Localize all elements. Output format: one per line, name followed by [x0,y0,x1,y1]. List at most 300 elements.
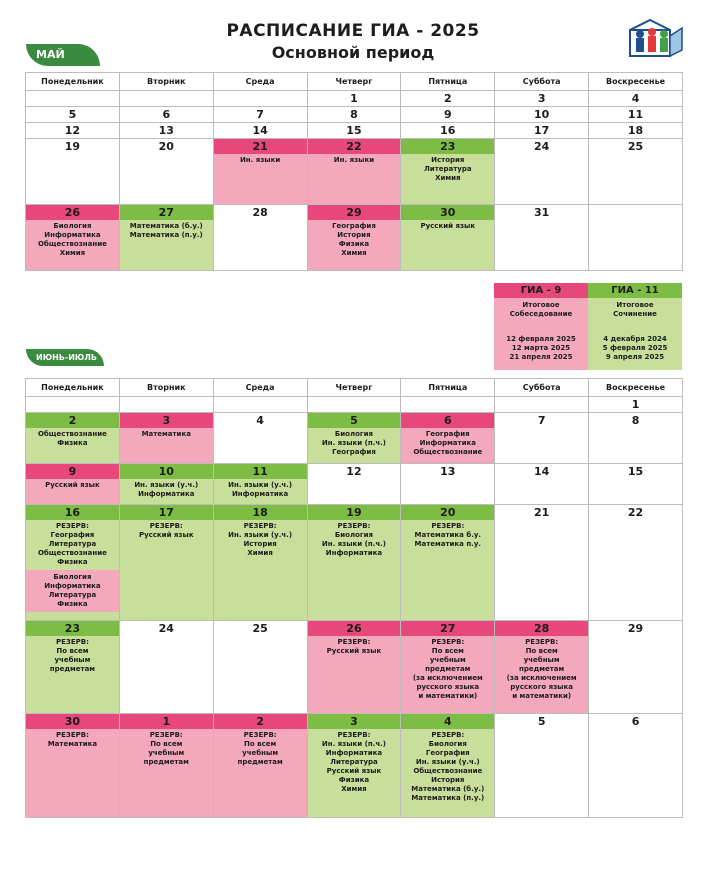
exam-subjects [401,154,494,183]
subject-line: Обществознание [37,430,107,438]
exam-subjects [308,220,401,258]
day-number [401,397,494,412]
subject-line: Математика [47,740,98,748]
gia-dates [588,335,682,362]
subject-line: и математики) [512,692,572,700]
day-number: 19 [308,505,401,520]
subject-line: Русский язык [326,647,382,655]
day-number: 1 [631,398,640,411]
day-cell [119,714,213,818]
subject-line: предметам [519,665,565,673]
subject-line: Математика [141,430,191,438]
subject-line: РЕЗЕРВ: [525,638,559,646]
subject-line: РЕЗЕРВ: [55,522,89,530]
exam-subjects [120,428,213,439]
gia-exam-name: Сочинение [613,310,657,318]
may-calendar [25,72,683,271]
subject-line: Ин. языки (у.ч.) [228,531,293,539]
day-cell [213,413,307,464]
day-number: 15 [627,465,644,478]
day-number: 10 [120,464,213,479]
gia-info [494,298,588,370]
subject-line: Математика (п.у.) [129,231,203,239]
subject-line: История [337,231,371,239]
day-number: 8 [350,108,358,121]
subject-line: По всем [56,647,89,655]
day-cell [307,464,401,505]
subject-line: предметам [237,758,283,766]
subject-line: Информатика [325,749,383,757]
subject-line: Ин. языки (у.ч.) [134,481,199,489]
gia-exam-name: Собеседование [509,310,573,318]
day-cell [589,621,683,714]
day-number [26,91,119,106]
exam-subjects [308,428,401,457]
day-cell [307,397,401,413]
day-cell [307,621,401,714]
subject-line: РЕЗЕРВ: [337,638,371,646]
subject-line: Физика [57,558,88,566]
day-number: 22 [308,139,401,154]
weekday-header: Воскресенье [589,379,683,397]
exam-subjects [26,636,119,674]
day-cell [589,714,683,818]
day-number: 15 [346,124,362,137]
month-label-may: МАЙ [26,44,100,66]
day-cell [589,205,683,271]
day-number: 19 [64,140,81,153]
day-number: 21 [533,506,550,519]
day-cell [589,464,683,505]
day-number: 13 [158,124,174,137]
day-cell [119,464,213,505]
day-number: 10 [533,108,550,121]
exam-subjects [401,220,494,231]
subject-line: Химия [341,249,367,257]
subject-line: Обществознание [37,240,107,248]
subject-line: РЕЗЕРВ: [149,522,183,530]
day-number [214,397,307,412]
exam-subjects [308,154,401,165]
exam-subjects [120,729,213,767]
week-row [26,91,683,107]
subject-line: учебным [148,749,185,757]
week-row [26,139,683,205]
day-number: 1 [120,714,213,729]
gia-date: 12 марта 2025 [511,344,571,352]
subject-line: Обществознание [413,767,483,775]
day-number: 17 [120,505,213,520]
subject-line: предметам [49,665,96,673]
subject-line: Русский язык [420,222,476,230]
day-number: 11 [214,464,307,479]
subject-line: РЕЗЕРВ: [431,638,465,646]
week-row [26,413,683,464]
day-number: 5 [68,108,77,121]
subject-line: Химия [435,174,461,182]
day-number: 4 [631,92,640,105]
day-cell [213,714,307,818]
day-cell [26,205,120,271]
day-number: 30 [401,205,494,220]
subject-line: РЕЗЕРВ: [431,731,465,739]
day-number: 20 [401,505,494,520]
subject-line: РЕЗЕРВ: [337,731,371,739]
day-number: 3 [537,92,546,105]
subject-line: учебным [523,656,560,664]
subject-line: Литература [423,165,472,173]
gia-date: 12 февраля 2025 [506,335,576,343]
day-number [495,397,588,412]
day-number: 12 [64,124,81,137]
subject-line: Информатика [44,231,101,239]
subject-line: русского языка [510,683,573,691]
subject-line: предметам [425,665,471,673]
week-row [26,205,683,271]
day-number [120,91,213,106]
day-cell [495,205,589,271]
subject-line: Математика (б.у.) [129,222,203,230]
day-cell [119,505,213,621]
day-number: 6 [631,715,640,728]
subject-line: РЕЗЕРВ: [149,731,183,739]
day-cell [589,123,683,139]
day-number: 27 [120,205,213,220]
gia-date: 21 апреля 2025 [509,353,573,361]
day-cell [213,139,307,205]
weekday-header: Суббота [495,73,589,91]
day-cell [495,621,589,714]
day-cell [213,505,307,621]
weekday-header: Понедельник [26,379,120,397]
subject-line: РЕЗЕРВ: [55,638,89,646]
subject-line: Математика п.у. [414,540,482,548]
day-number [589,205,682,220]
day-number: 12 [346,465,362,478]
week-row [26,505,683,621]
exam-subjects [308,636,401,656]
day-cell [495,413,589,464]
day-number: 4 [256,414,264,427]
day-number: 18 [627,124,644,137]
day-cell [213,107,307,123]
day-cell [26,505,120,621]
subject-line: История [431,776,465,784]
day-cell [589,397,683,413]
week-row [26,107,683,123]
day-number: 30 [26,714,119,729]
day-number: 25 [252,622,268,635]
day-number: 14 [252,124,268,137]
subject-line: По всем [431,647,464,655]
weekday-header: Пятница [401,379,495,397]
day-cell [307,205,401,271]
day-cell [401,91,495,107]
day-number: 23 [401,139,494,154]
subject-line: учебным [242,749,279,757]
subject-line: РЕЗЕРВ: [55,731,89,739]
day-number: 28 [495,621,588,636]
day-number: 23 [26,621,119,636]
day-cell [26,91,120,107]
day-number: 7 [537,414,546,427]
page-subtitle: Основной период [271,43,435,62]
subject-line: Химия [341,785,367,793]
day-cell [119,139,213,205]
day-cell [213,91,307,107]
day-number: 24 [158,622,174,635]
exam-subjects [401,520,494,549]
day-number: 26 [26,205,119,220]
day-number [214,91,307,106]
subject-line: Биология [53,573,92,581]
day-number: 5 [537,715,546,728]
day-cell [401,505,495,621]
day-number: 7 [256,108,264,121]
subject-line: Математика б.у. [414,531,482,539]
week-row [26,123,683,139]
day-cell [26,139,120,205]
exam-subjects [214,729,307,767]
subject-line: РЕЗЕРВ: [337,522,371,530]
day-cell [26,621,120,714]
subject-line: предметам [143,758,189,766]
day-cell [589,505,683,621]
day-number: 5 [308,413,401,428]
day-number [26,397,119,412]
day-cell [401,205,495,271]
gia-date: 5 февраля 2025 [602,344,668,352]
day-cell [401,397,495,413]
day-number: 16 [440,124,456,137]
subject-line: По всем [525,647,558,655]
exam-subjects [214,479,307,499]
day-cell [213,621,307,714]
weekday-header: Воскресенье [589,73,683,91]
subject-line: По всем [150,740,183,748]
day-number: 16 [26,505,119,520]
day-number [120,397,213,412]
day-number: 14 [533,465,550,478]
day-cell [119,413,213,464]
week-row [26,464,683,505]
day-cell [495,397,589,413]
day-cell [495,505,589,621]
day-cell [589,413,683,464]
subject-line: Литература [48,540,97,548]
day-cell [307,107,401,123]
subject-line: РЕЗЕРВ: [243,731,277,739]
subject-line: Информатика [138,490,195,498]
subject-line: Ин. языки [239,156,281,164]
day-cell [401,464,495,505]
subject-line: Ин. языки (п.ч.) [321,540,387,548]
weekday-header: Среда [213,379,307,397]
day-cell [26,714,120,818]
day-cell [307,714,401,818]
subject-line: География [50,531,95,539]
day-cell [401,107,495,123]
subject-line: География [332,222,376,230]
gia-exam-name: Итоговое [616,301,654,309]
day-cell [119,91,213,107]
day-cell [307,505,401,621]
exam-subjects [214,154,307,165]
day-cell [213,397,307,413]
day-cell [26,397,120,413]
subject-line: русского языка [416,683,480,691]
page-title: РАСПИСАНИЕ ГИА - 2025 [226,21,480,41]
day-cell [401,621,495,714]
exam-subjects [120,479,213,499]
subject-line: Биология [334,531,373,539]
exam-subjects [26,729,119,749]
gia-title: ГИА - 9 [494,283,588,298]
weekday-header: Вторник [119,379,213,397]
gia-date: 4 декабря 2024 [603,335,667,343]
subject-line: Информатика [325,549,383,557]
gia-date: 9 апреля 2025 [605,353,665,361]
subject-line: Физика [57,439,88,447]
day-number: 3 [120,413,213,428]
subject-line: Русский язык [326,767,382,775]
weekday-header: Четверг [307,379,401,397]
day-number: 22 [627,506,644,519]
day-number [308,397,401,412]
day-cell [119,205,213,271]
day-cell [495,107,589,123]
subject-line: Биология [428,740,467,748]
day-cell [26,123,120,139]
day-cell [26,464,120,505]
subject-line: и математики) [418,692,478,700]
subject-line: Ин. языки (п.ч.) [321,740,387,748]
subject-line: География [425,430,470,438]
day-cell [213,123,307,139]
day-cell [119,123,213,139]
gia-logo-icon [626,16,684,62]
exam-subjects [401,636,494,701]
subject-line: Русский язык [45,481,100,489]
subject-line: Химия [59,249,86,257]
gia-dates-panel [494,283,682,370]
subject-line: Ин. языки [333,156,375,164]
subject-line: Обществознание [37,549,107,557]
day-number: 11 [627,108,644,121]
day-cell [495,123,589,139]
day-cell [213,205,307,271]
subject-line: Литература [330,758,378,766]
weekday-header: Среда [213,73,307,91]
day-cell [401,123,495,139]
june-july-calendar [25,378,683,818]
subject-line: (за исключением [412,674,483,682]
day-number: 13 [440,465,456,478]
subject-line: Химия [247,549,273,557]
day-number: 6 [162,108,171,121]
weekday-header: Четверг [307,73,401,91]
day-number: 27 [401,621,494,636]
day-number: 9 [26,464,119,479]
day-number: 3 [308,714,401,729]
day-number: 28 [252,206,268,219]
day-cell [589,91,683,107]
weekday-header: Понедельник [26,73,120,91]
exam-subjects [26,520,119,567]
subject-line: Информатика [44,582,101,590]
subject-line: Физика [338,240,370,248]
day-number: 9 [443,108,452,121]
subject-line: Ин. языки (у.ч.) [415,758,480,766]
subject-line: Ин. языки (п.ч.) [321,439,387,447]
exam-subjects-extra [26,570,119,612]
page-title-block [0,20,706,64]
gia-title: ГИА - 11 [588,283,682,298]
subject-line: Литература [48,591,97,599]
exam-subjects [214,520,307,558]
day-number: 21 [214,139,307,154]
day-number: 18 [214,505,307,520]
exam-subjects [26,428,119,448]
day-cell [119,107,213,123]
subject-line: Ин. языки (у.ч.) [228,481,293,489]
subject-line: Математика (п.у.) [411,794,485,802]
exam-subjects [26,220,119,258]
subject-line: История [431,156,465,164]
day-number: 8 [631,414,640,427]
day-number: 2 [214,714,307,729]
day-cell [401,714,495,818]
subject-line: Информатика [419,439,476,447]
day-number: 29 [627,622,644,635]
day-number: 20 [158,140,174,153]
month-label-june-july: ИЮНЬ-ИЮЛЬ [26,349,104,366]
exam-subjects [26,479,119,490]
subject-line: (за исключением [506,674,577,682]
gia-info [588,298,682,370]
subject-line: География [332,448,376,456]
week-row [26,397,683,413]
day-number: 2 [443,92,452,105]
day-cell [401,139,495,205]
subject-line: Биология [334,430,373,438]
day-cell [307,91,401,107]
day-number: 26 [308,621,401,636]
weekday-header: Вторник [119,73,213,91]
day-cell [495,139,589,205]
exam-subjects [495,636,588,701]
exam-subjects [120,520,213,540]
exam-subjects [401,729,494,803]
day-number: 31 [533,206,550,219]
subject-line: География [425,749,470,757]
subject-line: Информатика [231,490,289,498]
subject-line: РЕЗЕРВ: [243,522,277,530]
subject-line: Русский язык [138,531,194,539]
subject-line: учебным [429,656,466,664]
day-cell [495,91,589,107]
exam-subjects [308,520,401,558]
subject-line: РЕЗЕРВ: [431,522,465,530]
day-number: 24 [533,140,550,153]
day-cell [119,397,213,413]
week-row [26,714,683,818]
weekday-header: Суббота [495,379,589,397]
day-number: 17 [533,124,550,137]
day-cell [213,464,307,505]
day-cell [307,123,401,139]
day-number: 6 [401,413,494,428]
